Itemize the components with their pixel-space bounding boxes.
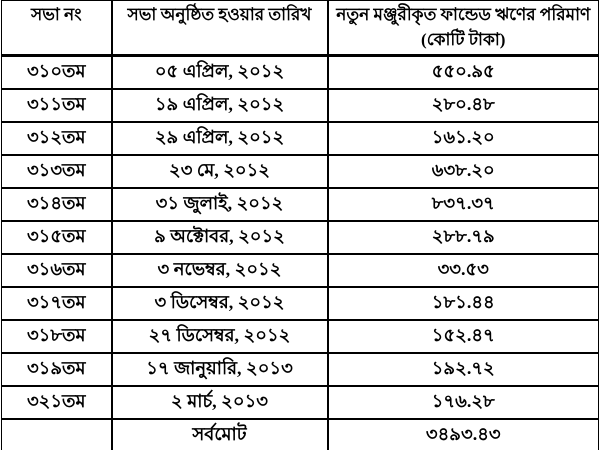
column-header-loan-amount: নতুন মঞ্জুরীকৃত ফান্ডেড ঋণের পরিমাণ (কোটি টাকা) (328, 1, 599, 56)
loan-amount-cell: ২৮০.৪৮ (328, 89, 599, 122)
column-header-meeting-no: সভা নং (2, 1, 112, 56)
loan-amount-cell: ২৮৮.৭৯ (328, 221, 599, 254)
table-row (2, 287, 599, 320)
meeting-number-cell: ৩১২তম (2, 122, 112, 155)
loan-amount-cell: ১৯২.৭২ (328, 353, 599, 386)
meeting-number-cell: ৩১৭তম (2, 287, 112, 320)
total-label-cell: সর্বমোট (112, 419, 328, 450)
meeting-number-cell: ৩১৮তম (2, 320, 112, 353)
table-row (2, 155, 599, 188)
table-row (2, 254, 599, 287)
meeting-date-cell: ১৭ জানুয়ারি, ২০১৩ (112, 353, 328, 386)
meeting-date-cell: ২৭ ডিসেম্বর, ২০১২ (112, 320, 328, 353)
total-row (2, 419, 599, 450)
table-row (2, 320, 599, 353)
meeting-date-cell: ২ মার্চ, ২০১৩ (112, 386, 328, 419)
meeting-date-cell: ৯ অক্টোবর, ২০১২ (112, 221, 328, 254)
loan-amount-cell: ১৬১.২০ (328, 122, 599, 155)
column-header-meeting-date: সভা অনুষ্ঠিত হওয়ার তারিখ (112, 1, 328, 56)
loan-amount-cell: ১৫২.৪৭ (328, 320, 599, 353)
loan-amount-cell: ১৭৬.২৮ (328, 386, 599, 419)
table-row (2, 188, 599, 221)
meeting-number-cell: ৩১৯তম (2, 353, 112, 386)
loan-amount-cell: ৩৩.৫৩ (328, 254, 599, 287)
meeting-number-cell: ৩১৫তম (2, 221, 112, 254)
meeting-number-cell: ৩১৪তম (2, 188, 112, 221)
table-row (2, 353, 599, 386)
total-amount-cell: ৩৪৯৩.৪৩ (328, 419, 599, 450)
table-row (2, 386, 599, 419)
header-row (2, 1, 599, 56)
meeting-date-cell: ১৯ এপ্রিল, ২০১২ (112, 89, 328, 122)
table-row (2, 122, 599, 155)
loan-amount-cell: ৫৫০.৯৫ (328, 56, 599, 89)
table-row (2, 221, 599, 254)
meeting-date-cell: ২৩ মে, ২০১২ (112, 155, 328, 188)
loan-amount-cell: ৬৩৮.২০ (328, 155, 599, 188)
meeting-number-cell: ৩১৬তম (2, 254, 112, 287)
loan-amount-cell: ৮৩৭.৩৭ (328, 188, 599, 221)
meeting-date-cell: ৩ ডিসেম্বর, ২০১২ (112, 287, 328, 320)
meeting-date-cell: ২৯ এপ্রিল, ২০১২ (112, 122, 328, 155)
meeting-date-cell: ৩ নভেম্বর, ২০১২ (112, 254, 328, 287)
meeting-date-cell: ০৫ এপ্রিল, ২০১২ (112, 56, 328, 89)
meeting-number-cell: ৩১০তম (2, 56, 112, 89)
loan-table (1, 0, 599, 450)
table-row (2, 89, 599, 122)
meeting-date-cell: ৩১ জুলাই, ২০১২ (112, 188, 328, 221)
table-row (2, 56, 599, 89)
total-empty-cell (2, 419, 112, 450)
loan-amount-cell: ১৮১.৪৪ (328, 287, 599, 320)
meeting-number-cell: ৩১৩তম (2, 155, 112, 188)
meeting-number-cell: ৩২১তম (2, 386, 112, 419)
meeting-number-cell: ৩১১তম (2, 89, 112, 122)
